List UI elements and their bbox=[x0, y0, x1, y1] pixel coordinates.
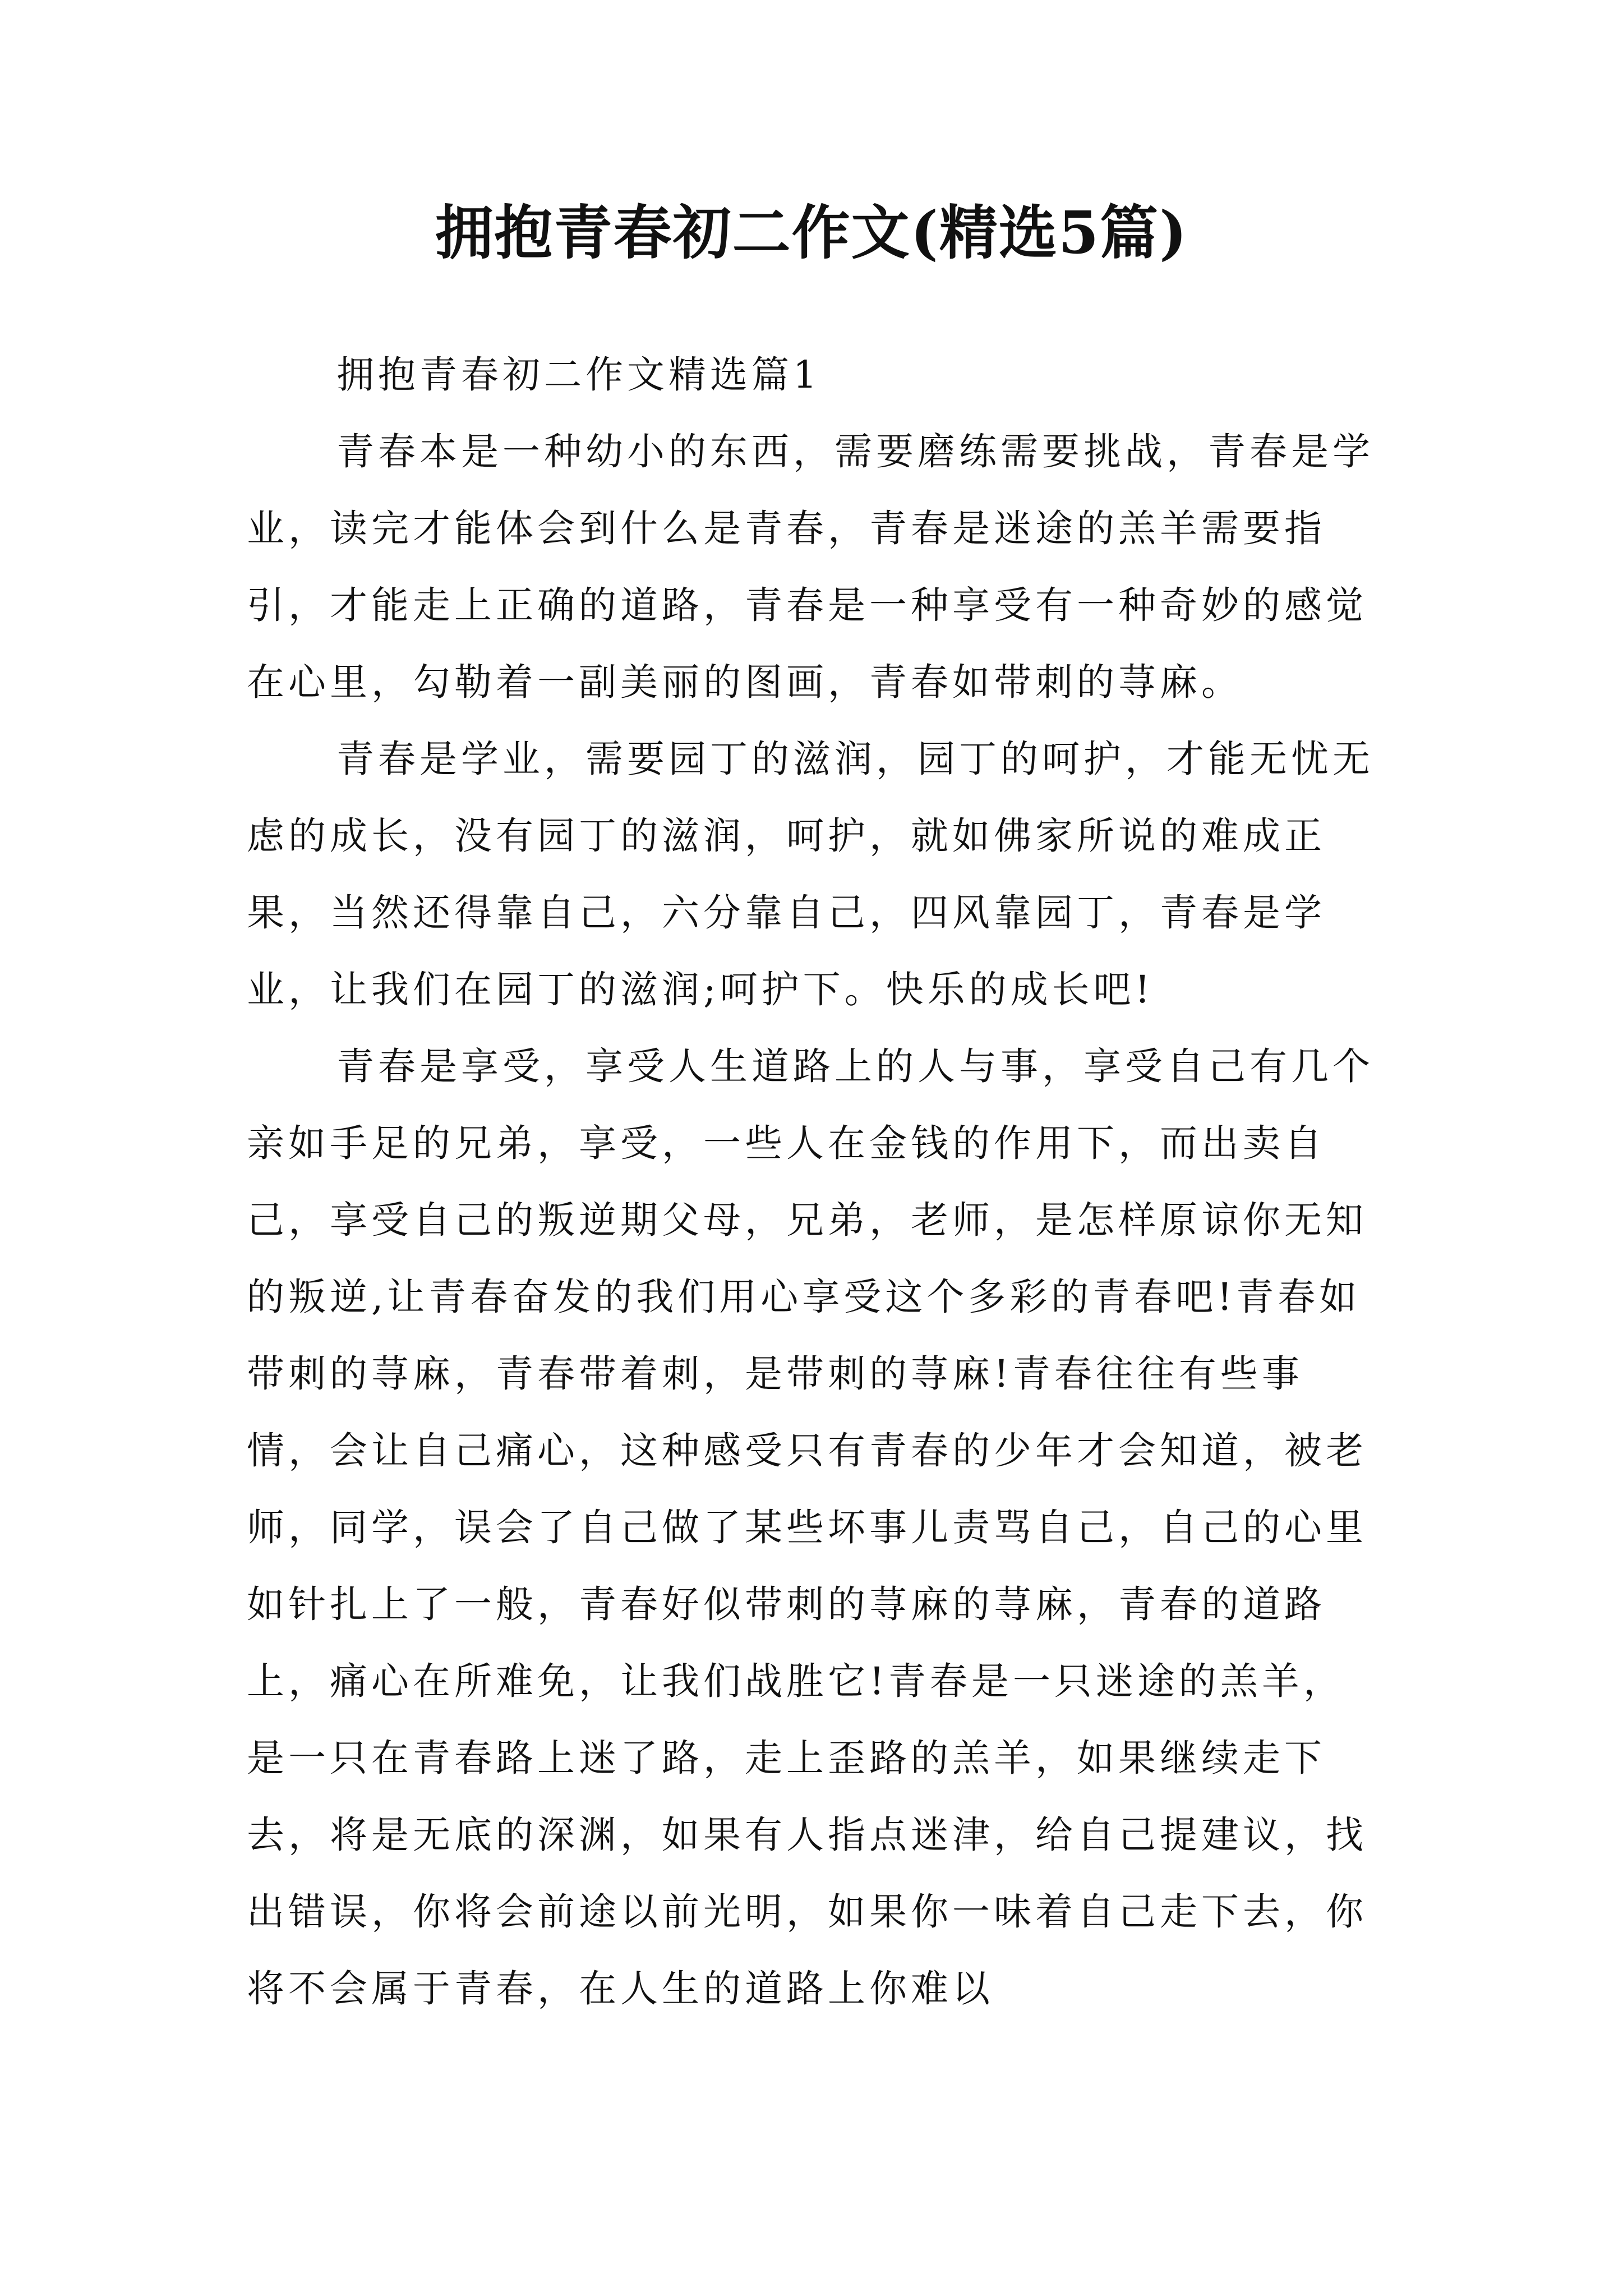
document-title: 拥抱青春初二作文(精选5篇) bbox=[435, 198, 1188, 267]
section-heading: 拥抱青春初二作文精选篇1 bbox=[336, 353, 821, 397]
paragraph-1: 青春本是一种幼小的东西，需要磨练需要挑战，青春是学业，读完才能体会到什么是青春，青春是迷途的羔羊需要指引，才能走上正确的道路，青春是一种享受有一种奇妙的感觉在心里，勾勒着一副美丽的图画，青春如带刺的荨麻。 bbox=[247, 430, 1374, 704]
paragraph-2: 青春是学业，需要园丁的滋润，园丁的呵护，才能无忧无虑的成长，没有园丁的滋润，呵护，就如佛家所说的难成正果，当然还得靠自己，六分靠自己，四风靠园丁，青春是学业，让我们在园丁的滋润;呵护下。快乐的成长吧! bbox=[247, 737, 1374, 1011]
document-body bbox=[247, 337, 1380, 2027]
paragraph-3: 青春是享受，享受人生道路上的人与事，享受自己有几个亲如手足的兄弟，享受，一些人在金钱的作用下，而出卖自己，享受自己的叛逆期父母，兄弟，老师，是怎样原谅你无知的叛逆,让青春奋发的我们用心享受这个多彩的青春吧!青春如带刺的荨麻，青春带着刺，是带刺的荨麻!青春往往有些事情，会让自己痛心，这种感受只有青春的少年才会知道，被老师，同学，误会了自己做了某些坏事儿责骂自己，自己的心里如针扎上了一般，青春好似带刺的荨麻的荨麻，青春的道路上，痛心在所难免，让我们战胜它!青春是一只迷途的羔羊，是一只在青春路上迷了路，走上歪路的羔羊，如果继续走下去，将是无底的深渊，如果有人指点迷津，给自己提建议，找出错误，你将会前途以前光明，如果你一味着自己走下去，你将不会属于青春，在人生的道路上你难以 bbox=[247, 1045, 1374, 2010]
